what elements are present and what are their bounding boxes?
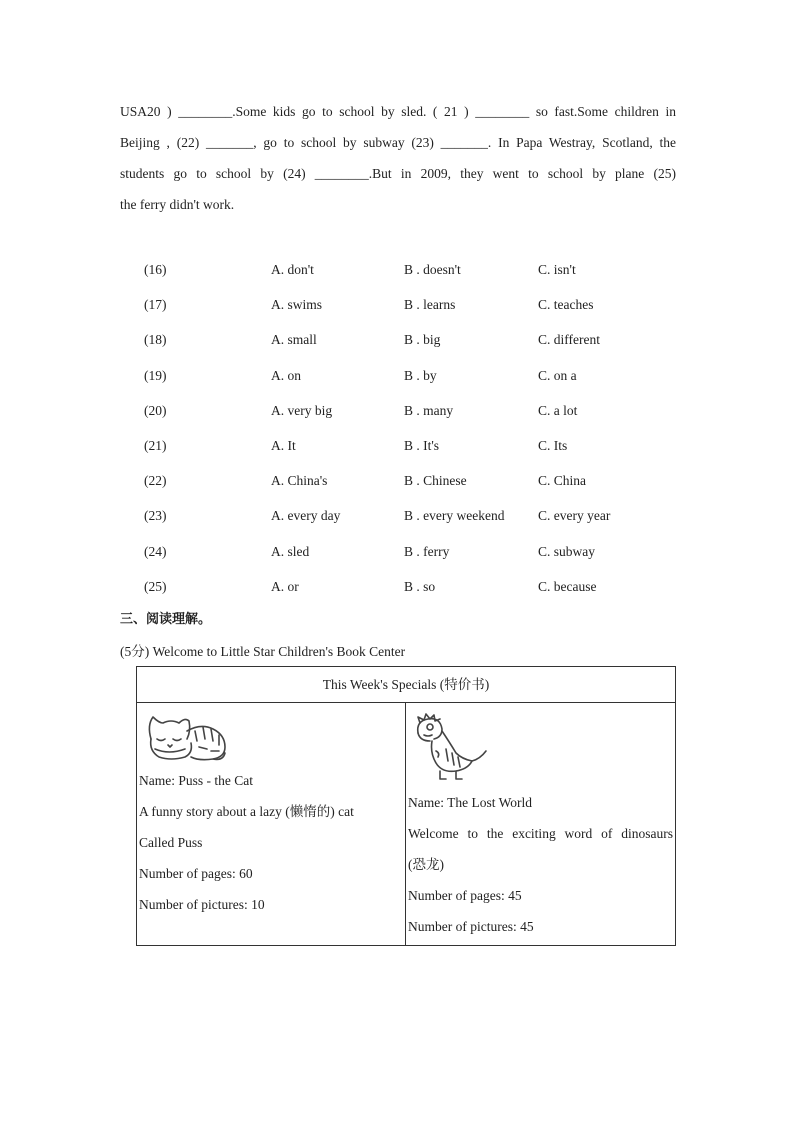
book-pictures: Number of pictures: 45 (408, 919, 534, 934)
question-number: (24) (144, 543, 167, 559)
book-cell-lost-world (406, 703, 675, 946)
option-row (144, 328, 684, 363)
option-row (144, 258, 684, 293)
book-name: Name: The Lost World (408, 795, 533, 810)
table-body (137, 703, 675, 946)
option-a: A. very big (271, 402, 333, 418)
option-row (144, 293, 684, 328)
option-c: C. Its (538, 437, 568, 453)
answer-options (144, 258, 684, 610)
option-a: A. China's (271, 473, 328, 489)
book-name: Name: Puss - the Cat (139, 773, 253, 788)
question-number: (21) (144, 437, 167, 453)
dinosaur-illustration (408, 703, 673, 791)
section-heading: 三、阅读理解。 (120, 612, 212, 627)
option-c: C. subway (538, 543, 595, 559)
option-a: A. on (271, 367, 301, 383)
option-a: A. sled (271, 543, 310, 559)
option-row (144, 469, 684, 504)
option-b: B . doesn't (404, 262, 461, 277)
passage-line: Beijing , (22) _______, go to school by subway (23) _______. In Papa Westray, Scotland, the (120, 135, 676, 150)
reading-intro: (5分) Welcome to Little Star Children's Book Center (120, 644, 406, 659)
option-row (144, 399, 684, 434)
option-b: B . big (404, 332, 441, 348)
sleeping-cat-illustration (139, 703, 405, 769)
option-c: C. China (538, 473, 587, 489)
option-b: B . ferry (404, 543, 450, 559)
option-b: B . so (404, 578, 436, 594)
option-b: B . every weekend (404, 508, 505, 524)
option-a: A. small (271, 332, 317, 348)
question-number: (22) (144, 473, 167, 489)
book-specials-table (136, 666, 676, 946)
question-number: (16) (144, 262, 167, 277)
option-c: C. different (538, 332, 600, 348)
book-description: Called Puss (139, 835, 203, 850)
book-description: Welcome to the exciting word of dinosaurs (408, 826, 673, 841)
question-number: (23) (144, 508, 167, 524)
option-row (144, 434, 684, 469)
question-number: (19) (144, 367, 167, 383)
question-number: (25) (144, 578, 167, 594)
option-row (144, 364, 684, 399)
book-pages: Number of pages: 45 (408, 888, 522, 903)
option-a: A. It (271, 437, 296, 453)
book-description: (恐龙) (408, 857, 444, 872)
option-b: B . many (404, 402, 454, 418)
option-c: C. because (538, 578, 597, 594)
option-row (144, 575, 684, 610)
option-row (144, 540, 684, 575)
option-b: B . learns (404, 297, 456, 313)
option-c: C. on a (538, 367, 577, 383)
option-c: C. teaches (538, 297, 594, 313)
option-row (144, 504, 684, 539)
option-b: B . by (404, 367, 437, 383)
book-pages: Number of pages: 60 (139, 866, 253, 881)
question-number: (17) (144, 297, 167, 313)
option-c: C. a lot (538, 402, 578, 418)
book-description: A funny story about a lazy (懒惰的) cat (139, 804, 354, 819)
option-b: B . Chinese (404, 473, 467, 489)
question-number: (18) (144, 332, 167, 348)
passage-line: USA20 ) ________.Some kids go to school by sled. ( 21 ) ________ so fast.Some children in (120, 104, 676, 119)
option-a: A. or (271, 578, 299, 594)
book-pictures: Number of pictures: 10 (139, 897, 265, 912)
book-cell-puss (137, 703, 406, 946)
table-header: This Week's Specials (特价书) (137, 667, 675, 703)
passage-line: the ferry didn't work. (120, 197, 235, 212)
option-c: C. every year (538, 508, 611, 524)
option-c: C. isn't (538, 262, 576, 277)
passage-line: students go to school by (24) ________.But in 2009, they went to school by plane (25) (120, 166, 676, 181)
option-b: B . It's (404, 437, 440, 453)
passage (120, 100, 676, 224)
option-a: A. swims (271, 297, 323, 313)
option-a: A. don't (271, 262, 314, 277)
question-number: (20) (144, 402, 167, 418)
option-a: A. every day (271, 508, 341, 524)
